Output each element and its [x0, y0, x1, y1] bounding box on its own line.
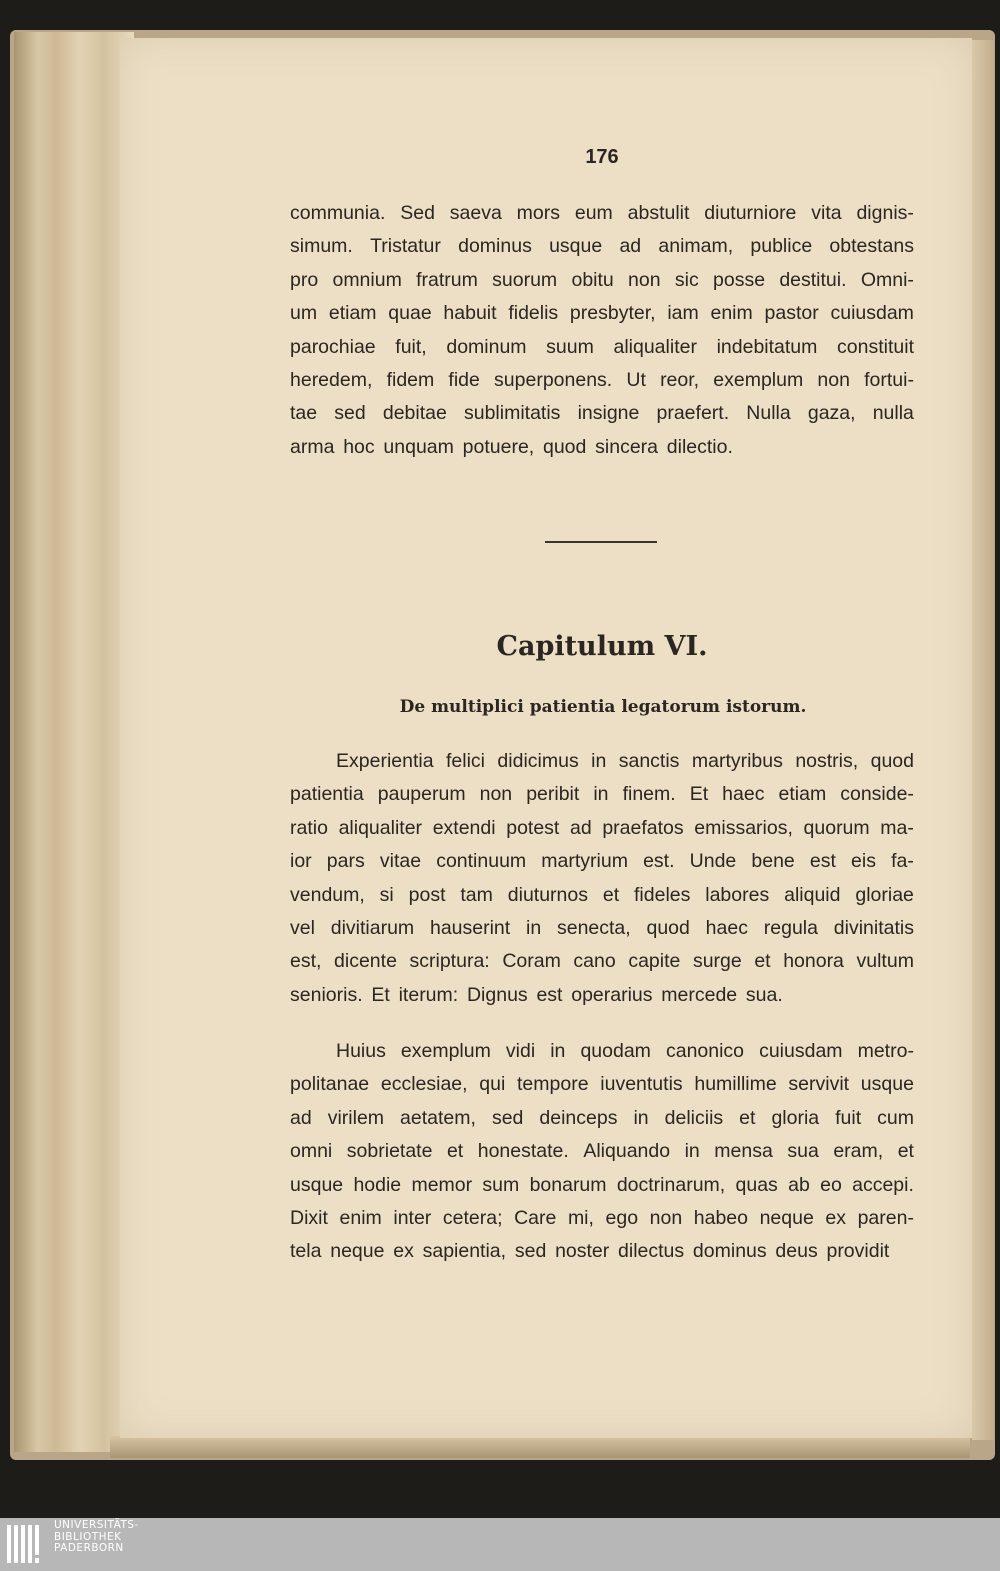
word: sed: [491, 1106, 524, 1129]
word: Aliquando: [583, 1140, 671, 1163]
text-line: [290, 879, 914, 912]
section-divider: [545, 541, 657, 543]
word: Et: [689, 783, 709, 806]
text-line: [290, 1169, 914, 1202]
word: etiam: [328, 302, 377, 325]
word: ego: [605, 1207, 639, 1230]
word: enim: [710, 302, 753, 325]
word: tempore: [517, 1073, 589, 1096]
word: et: [754, 950, 771, 973]
word: virilem: [327, 1106, 385, 1129]
word: in: [684, 1140, 700, 1163]
word: fratrum: [416, 268, 478, 291]
word: Dixit: [290, 1207, 328, 1230]
word: regula: [763, 917, 818, 940]
word: extendi: [432, 816, 496, 839]
word: in: [633, 1106, 649, 1129]
word: cum: [877, 1106, 914, 1129]
word: non: [628, 268, 661, 291]
page-edges-left: [14, 32, 134, 1452]
word: divinitatis: [833, 917, 914, 940]
text-line: [290, 778, 914, 811]
word: didicimus: [497, 750, 579, 772]
word: Et: [371, 983, 390, 1006]
word: tae: [290, 402, 318, 425]
word: iterum:: [398, 983, 459, 1006]
word: canonico: [665, 1040, 745, 1062]
word: dominum: [446, 335, 527, 358]
word: heredem,: [290, 369, 373, 392]
word: scriptura:: [409, 950, 490, 973]
word: indebitatum: [716, 335, 818, 358]
word: saeva: [449, 202, 502, 224]
text-line: [290, 431, 914, 464]
word: suorum: [492, 268, 558, 291]
word: pars: [326, 850, 365, 873]
word: Care: [514, 1207, 557, 1230]
word: eo: [820, 1173, 842, 1196]
chapter-title: Capitulum VI.: [496, 631, 708, 662]
word: vel: [290, 917, 315, 940]
text-line: [290, 264, 914, 297]
word: honestate.: [477, 1140, 569, 1163]
word: haec: [705, 917, 748, 940]
chapter-subtitle: De multiplici patientia legatorum istorum.: [399, 697, 807, 717]
word: et: [602, 883, 620, 906]
word: tela: [290, 1240, 322, 1263]
word: et: [739, 1106, 756, 1129]
text-line: [290, 912, 914, 945]
word: in: [525, 917, 542, 940]
word: sua.: [745, 983, 783, 1006]
text-line: [290, 1135, 914, 1168]
word: parochiae: [290, 335, 376, 358]
word: fuit: [835, 1106, 862, 1129]
word: est: [809, 850, 836, 873]
page-number: 176: [585, 146, 619, 168]
word: tam: [460, 883, 493, 906]
word: Tristatur: [370, 235, 441, 258]
word: inter: [393, 1207, 432, 1230]
word: ex: [825, 1207, 846, 1230]
word: Sed: [400, 202, 435, 224]
word: hauserint: [429, 917, 511, 940]
word: sum: [482, 1173, 520, 1196]
word: communia.: [290, 202, 386, 224]
word: dominus: [692, 1240, 767, 1263]
library-name-line-2: BIBLIOTHEK: [54, 1530, 122, 1543]
word: suum: [546, 335, 594, 358]
text-line: [290, 845, 914, 878]
word: pro: [290, 268, 319, 291]
paragraph-3: [290, 1035, 914, 1269]
word: um: [290, 302, 318, 325]
word: abstulit: [627, 202, 690, 224]
word: doctrinarum,: [616, 1173, 726, 1196]
word: dignis-: [856, 202, 914, 224]
word: Omni-: [860, 268, 914, 291]
word: ecclesiae,: [380, 1073, 468, 1096]
word: ad: [290, 1106, 312, 1129]
word: potuere,: [462, 435, 535, 458]
word: ratio: [290, 816, 328, 839]
word: vita: [811, 202, 842, 224]
word: neque: [759, 1207, 814, 1230]
word: Coram: [502, 950, 561, 973]
word: in: [591, 750, 607, 772]
word: deus: [775, 1240, 818, 1263]
word: hodie: [353, 1173, 402, 1196]
word: etiam: [778, 783, 827, 806]
word: fideles: [634, 883, 691, 906]
text-line: [290, 1035, 914, 1068]
word: pauperum: [377, 783, 466, 806]
word: capite: [628, 950, 681, 973]
word: sua: [787, 1140, 819, 1163]
word: mensa: [714, 1140, 773, 1163]
word: aliqualiter: [613, 335, 697, 358]
word: gloria: [771, 1106, 820, 1129]
word: nulla: [872, 402, 914, 425]
word: ex: [393, 1240, 414, 1263]
word: iam: [667, 302, 699, 325]
word: quorum: [803, 816, 870, 839]
footer-bar: [0, 1518, 1000, 1571]
word: operarius: [571, 983, 653, 1006]
word: usque: [549, 235, 603, 258]
word: sed: [514, 1240, 547, 1263]
word: aetatem,: [400, 1106, 476, 1129]
word: haec: [722, 783, 765, 806]
word: mi,: [567, 1207, 594, 1230]
word: aliquid: [784, 883, 841, 906]
word: publice: [750, 235, 813, 258]
word: sed: [334, 402, 366, 425]
word: quodam: [580, 1040, 651, 1062]
word: constituit: [837, 335, 914, 358]
word: dilectio.: [666, 435, 733, 458]
word: non: [649, 1207, 683, 1230]
word: iuventutis: [600, 1073, 683, 1096]
word: sic: [674, 268, 699, 291]
word: gaza,: [807, 402, 856, 425]
text-line: [290, 1068, 914, 1101]
word: in: [593, 783, 609, 806]
library-name-line-3: PADERBORN: [54, 1542, 124, 1554]
paragraph-2: [290, 745, 914, 1012]
word: senecta,: [556, 917, 631, 940]
text-line: [290, 745, 914, 778]
word: ab: [788, 1173, 810, 1196]
text-line: [290, 812, 914, 845]
word: animam,: [658, 235, 734, 258]
word: fide: [448, 369, 480, 392]
word: ma-: [880, 816, 914, 839]
text-line: [290, 197, 914, 230]
word: vendum,: [290, 883, 365, 906]
word: deliciis: [664, 1106, 724, 1129]
word: martyribus: [691, 750, 783, 772]
word: deinceps: [539, 1106, 618, 1129]
word: et: [446, 1140, 464, 1163]
word: quae: [388, 302, 432, 325]
word: hoc: [343, 435, 375, 458]
word: diuturniore: [704, 202, 797, 224]
word: ior: [290, 850, 312, 873]
text-line: [290, 945, 914, 978]
word: enim: [339, 1207, 382, 1230]
word: Experientia: [336, 750, 434, 772]
word: Nulla: [746, 402, 791, 425]
text-line: [290, 979, 914, 1012]
word: usque: [860, 1073, 914, 1096]
word: cuiusdam: [759, 1040, 843, 1062]
word: eum: [574, 202, 613, 224]
word: sincera: [595, 435, 659, 458]
word: bonarum: [529, 1173, 607, 1196]
word: si: [379, 883, 394, 906]
library-logo-icon: [4, 1521, 50, 1567]
word: praefatos: [602, 816, 684, 839]
word: Ut: [626, 369, 646, 392]
word: nostris,: [795, 750, 859, 772]
text-line: [290, 1202, 914, 1235]
word: humillime: [694, 1073, 777, 1096]
word: cuiusdam: [830, 302, 914, 325]
word: memor: [411, 1173, 473, 1196]
word: exemplum: [400, 1040, 491, 1062]
word: ad: [569, 816, 592, 839]
word: diuturnos: [507, 883, 588, 906]
word: est: [536, 983, 563, 1006]
word: in: [550, 1040, 566, 1062]
word: fa-: [891, 850, 914, 873]
word: vitae: [379, 850, 422, 873]
word: surge: [692, 950, 742, 973]
word: politanae: [290, 1073, 370, 1096]
word: sublimitatis: [463, 402, 561, 425]
word: debitae: [382, 402, 447, 425]
word: qui: [479, 1073, 506, 1096]
word: potest: [506, 816, 560, 839]
word: Huius: [336, 1040, 386, 1062]
word: noster: [555, 1240, 610, 1263]
word: non: [817, 369, 850, 392]
text-line: [290, 331, 914, 364]
text-line: [290, 397, 914, 430]
word: unquam: [383, 435, 454, 458]
text-line: [290, 230, 914, 263]
word: patientia: [290, 783, 364, 806]
word: aliqualiter: [338, 816, 423, 839]
word: Dignus: [466, 983, 528, 1006]
word: et: [897, 1140, 914, 1163]
word: non: [479, 783, 513, 806]
word: labores: [705, 883, 770, 906]
text-line: [290, 364, 914, 397]
word: dicente: [334, 950, 397, 973]
word: paren-: [857, 1207, 914, 1230]
word: emissarios,: [694, 816, 793, 839]
word: reor,: [660, 369, 700, 392]
page-edge-right: [972, 40, 994, 1440]
word: divitiarum: [330, 917, 415, 940]
word: gloriae: [855, 883, 914, 906]
word: superponens.: [494, 369, 613, 392]
word: accepi.: [852, 1173, 914, 1196]
word: fidem: [386, 369, 435, 392]
word: metro-: [857, 1040, 914, 1062]
word: eram,: [833, 1140, 884, 1163]
word: bene: [751, 850, 795, 873]
word: conside-: [840, 783, 914, 806]
library-name: [54, 1520, 139, 1555]
word: habuit: [443, 302, 497, 325]
word: posse: [713, 268, 766, 291]
word: vultum: [856, 950, 914, 973]
word: est,: [290, 950, 322, 973]
word: obitu: [571, 268, 614, 291]
word: continuum: [436, 850, 527, 873]
word: neque: [330, 1240, 385, 1263]
word: sobrietate: [346, 1140, 433, 1163]
word: presbyter,: [569, 302, 656, 325]
word: providit: [826, 1240, 890, 1263]
word: honora: [783, 950, 844, 973]
word: martyrium: [541, 850, 628, 873]
word: peribit: [526, 783, 580, 806]
word: quod: [646, 917, 690, 940]
word: vidi: [505, 1040, 536, 1062]
word: servivit: [788, 1073, 850, 1096]
text-line: [290, 297, 914, 330]
text-line: [290, 1235, 914, 1268]
word: habeo: [693, 1207, 748, 1230]
word: cano: [573, 950, 616, 973]
page-edge-bottom: [110, 1436, 970, 1458]
word: senioris.: [290, 983, 363, 1006]
word: fuit,: [395, 335, 427, 358]
word: simum.: [290, 235, 353, 258]
word: fortui-: [864, 369, 914, 392]
word: omni: [290, 1140, 333, 1163]
word: insigne: [577, 402, 640, 425]
word: quas: [735, 1173, 778, 1196]
word: pastor: [764, 302, 819, 325]
word: Unde: [689, 850, 737, 873]
word: eis: [851, 850, 876, 873]
word: felici: [445, 750, 485, 772]
word: quod: [542, 435, 587, 458]
word: quod: [870, 750, 914, 772]
word: fidelis: [508, 302, 559, 325]
word: sanctis: [618, 750, 680, 772]
paragraph-1: [290, 197, 914, 464]
word: dominus: [458, 235, 532, 258]
word: exemplum: [713, 369, 804, 392]
word: obtestans: [829, 235, 914, 258]
word: mercede: [661, 983, 738, 1006]
text-line: [290, 1102, 914, 1135]
word: arma: [290, 435, 335, 458]
word: cetera;: [442, 1207, 503, 1230]
word: omnium: [332, 268, 402, 291]
word: post: [408, 883, 446, 906]
word: sapientia,: [422, 1240, 507, 1263]
word: praefert.: [656, 402, 730, 425]
word: ad: [619, 235, 642, 258]
word: usque: [290, 1173, 344, 1196]
word: est.: [643, 850, 675, 873]
word: mors: [516, 202, 560, 224]
word: dilectus: [618, 1240, 685, 1263]
library-name-line-1: UNIVERSITÄTS-: [54, 1519, 139, 1531]
word: finem.: [622, 783, 676, 806]
word: destitui.: [779, 268, 847, 291]
